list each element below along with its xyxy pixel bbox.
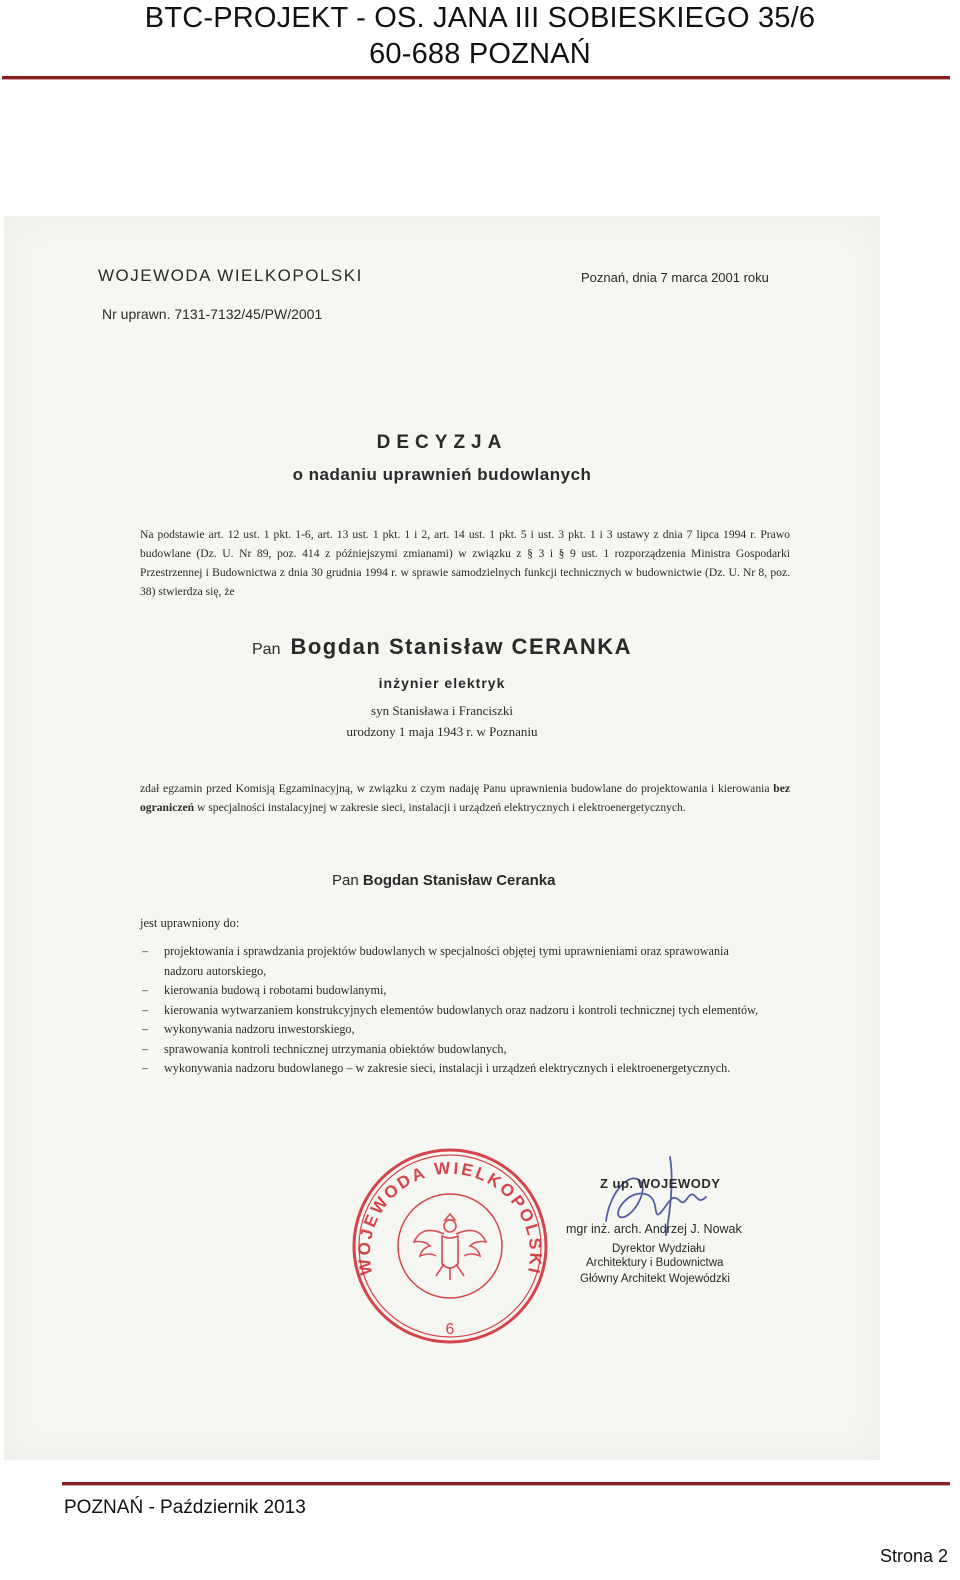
- grant-text-part2: w specjalności instalacyjnej w zakresie sieci, instalacji i urządzeń elektrycznych i elektroenergetycznych.: [194, 801, 686, 814]
- scope-list: [140, 942, 760, 1079]
- footer-divider: [62, 1482, 950, 1486]
- authorized-intro: jest uprawniony do:: [140, 916, 240, 930]
- holder-name-repeat-text: Bogdan Stanisław Ceranka: [362, 872, 556, 889]
- grant-text-bold: bez ograniczeń: [140, 782, 790, 814]
- holder-name: Bogdan Stanisław CERANKA: [290, 634, 633, 659]
- salutation: Pan: [252, 641, 281, 658]
- holder-profession: inżynier elektryk: [378, 675, 506, 691]
- holder-name-repeat: [332, 872, 555, 889]
- holder-birth: urodzony 1 maja 1943 r. w Poznaniu: [346, 724, 538, 739]
- header-city: 60-688 POZNAŃ: [369, 38, 591, 70]
- eagle-emblem-icon: [414, 1214, 486, 1280]
- scope-item: – wykonywania nadzoru budowlanego – w zakresie sieci, instalacji i urządzeń elektrycznych i elektroenergetycznych.: [140, 1059, 760, 1079]
- scope-item: – kierowania budową i robotami budowlanymi,: [140, 981, 760, 1001]
- header-company-address: BTC-PROJEKT - OS. JANA III SOBIESKIEGO 35/6: [144, 2, 816, 34]
- scope-item: – projektowania i sprawdzania projektów budowlanych w specjalności objętej tymi uprawnieniami oraz sprawowania nadzoru autorskiego,: [140, 942, 760, 981]
- seal-number: 6: [445, 1321, 455, 1338]
- document-title: DECYZJA: [376, 432, 508, 453]
- signatory-name: mgr inż. arch. Andrzej J. Nowak: [566, 1222, 742, 1236]
- legal-basis-paragraph: Na podstawie art. 12 ust. 1 pkt. 1-6, art. 13 ust. 1 pkt. 1 i 2, art. 14 ust. 1 pkt. 5 i ust. 3 pkt. 1 i 3 ustawy z dnia 7 lipca 1994 r. Prawo budowlane (Dz. U. Nr 89, poz. 414 z późniejszymi zmianami) w związku z § 3 i § 9 ust. 1 rozporządzenia Ministra Gospodarki Przestrzennej i Budownictwa z dnia 30 grudnia 1994 r. w sprawie samodzielnych funkcji technicznych w budownictwie (Dz. U. Nr 8, poz. 38) stwierdza się, że: [140, 528, 790, 598]
- holder-parents: syn Stanisława i Franciszki: [371, 703, 513, 718]
- holder-name-line: [252, 634, 632, 660]
- issue-date: Poznań, dnia 7 marca 2001 roku: [581, 270, 769, 285]
- signatory-title-2: Architektury i Budownictwa: [586, 1257, 724, 1269]
- reference-number: Nr uprawn. 7131-7132/45/PW/2001: [102, 306, 323, 322]
- scanned-certificate: [4, 216, 880, 1460]
- salutation-repeat: Pan: [332, 872, 359, 889]
- document-subtitle: o nadaniu uprawnień budowlanych: [292, 465, 592, 484]
- issuing-authority: WOJEWODA WIELKOPOLSKI: [98, 266, 363, 285]
- scope-item: – wykonywania nadzoru inwestorskiego,: [140, 1020, 760, 1040]
- signature-authorization: Z up. WOJEWODY: [600, 1176, 721, 1191]
- header-divider: [2, 76, 950, 80]
- page-number: Strona 2: [879, 1546, 948, 1566]
- footer-location-date: POZNAŃ - Październik 2013: [64, 1497, 306, 1518]
- signatory-title-1: Dyrektor Wydziału: [612, 1243, 706, 1255]
- grant-text-part1: zdał egzamin przed Komisją Egzaminacyjną, w związku z czym nadaję Panu uprawnienia budowlane do projektowania i kierowania: [140, 782, 774, 795]
- page-header: [0, 0, 960, 72]
- scope-item: – sprawowania kontroli technicznej utrzymania obiektów budowlanych,: [140, 1040, 760, 1060]
- seal-text: WOJEWODA WIELKOPOLSKI: [354, 1158, 546, 1278]
- scope-item: – kierowania wytwarzaniem konstrukcyjnych elementów budowlanych oraz nadzoru i kontroli technicznej tych elementów,: [140, 1001, 760, 1021]
- grant-paragraph: [140, 779, 790, 817]
- official-seal-stamp: [350, 1146, 550, 1346]
- signatory-title-3: Główny Architekt Wojewódzki: [580, 1273, 730, 1285]
